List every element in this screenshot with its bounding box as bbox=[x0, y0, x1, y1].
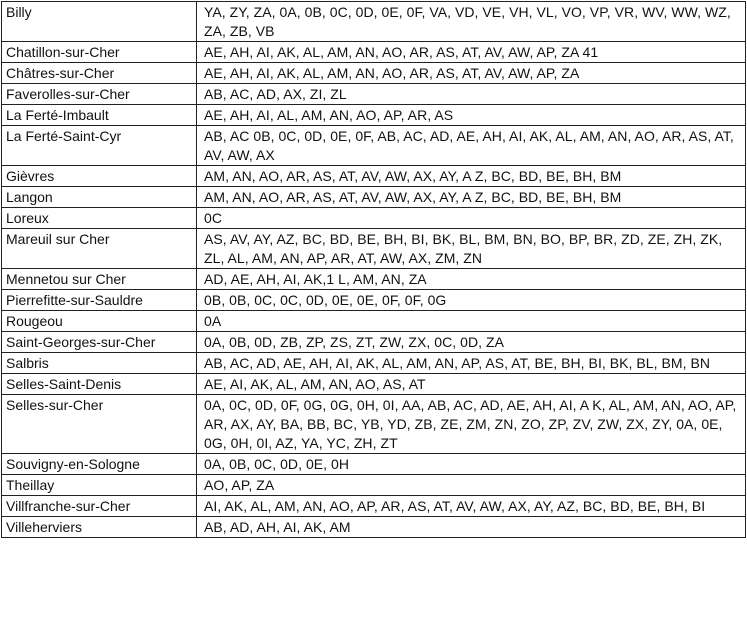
table-row bbox=[2, 105, 746, 126]
commune-cell: Mennetou sur Cher bbox=[2, 269, 197, 290]
table-row bbox=[2, 269, 746, 290]
table-row bbox=[2, 311, 746, 332]
table-row bbox=[2, 2, 746, 42]
table-row bbox=[2, 126, 746, 166]
sections-cell: AD, AE, AH, AI, AK,1 L, AM, AN, ZA bbox=[197, 269, 746, 290]
table-row bbox=[2, 332, 746, 353]
sections-cell: AE, AI, AK, AL, AM, AN, AO, AS, AT bbox=[197, 374, 746, 395]
table-row bbox=[2, 63, 746, 84]
sections-cell: 0A bbox=[197, 311, 746, 332]
table-row bbox=[2, 290, 746, 311]
sections-cell: 0A, 0B, 0D, ZB, ZP, ZS, ZT, ZW, ZX, 0C, 0D, ZA bbox=[197, 332, 746, 353]
table-row bbox=[2, 208, 746, 229]
table-row bbox=[2, 187, 746, 208]
sections-cell: AE, AH, AI, AK, AL, AM, AN, AO, AR, AS, AT, AV, AW, AP, ZA bbox=[197, 63, 746, 84]
sections-cell: 0A, 0C, 0D, 0F, 0G, 0G, 0H, 0I, AA, AB, AC, AD, AE, AH, AI, A K, AL, AM, AN, AO, AP, AR, AX, AY, BA, BB, BC, YB, YD, ZB, ZE, ZM, ZN, ZO, ZP, ZV, ZW, ZX, ZY, 0A, 0E, 0G, 0H, 0I, AZ, YA, YC, ZH, ZT bbox=[197, 395, 746, 454]
sections-cell: AS, AV, AY, AZ, BC, BD, BE, BH, BI, BK, BL, BM, BN, BO, BP, BR, ZD, ZE, ZH, ZK, ZL, AL, AM, AN, AP, AR, AT, AW, AX, ZM, ZN bbox=[197, 229, 746, 269]
sections-cell: AO, AP, ZA bbox=[197, 475, 746, 496]
table-row bbox=[2, 395, 746, 454]
sections-cell: AE, AH, AI, AL, AM, AN, AO, AP, AR, AS bbox=[197, 105, 746, 126]
sections-cell: AM, AN, AO, AR, AS, AT, AV, AW, AX, AY, A Z, BC, BD, BE, BH, BM bbox=[197, 166, 746, 187]
commune-cell: Rougeou bbox=[2, 311, 197, 332]
commune-cell: Gièvres bbox=[2, 166, 197, 187]
commune-cell: Theillay bbox=[2, 475, 197, 496]
commune-cell: Châtres-sur-Cher bbox=[2, 63, 197, 84]
commune-cell: Faverolles-sur-Cher bbox=[2, 84, 197, 105]
commune-cell: La Ferté-Imbault bbox=[2, 105, 197, 126]
commune-cell: Selles-sur-Cher bbox=[2, 395, 197, 454]
commune-cell: Chatillon-sur-Cher bbox=[2, 42, 197, 63]
commune-cell: Villeherviers bbox=[2, 517, 197, 538]
table-row bbox=[2, 229, 746, 269]
table-row bbox=[2, 353, 746, 374]
sections-cell: AB, AD, AH, AI, AK, AM bbox=[197, 517, 746, 538]
table-body bbox=[2, 2, 746, 538]
sections-cell: 0C bbox=[197, 208, 746, 229]
table-row bbox=[2, 454, 746, 475]
table-row bbox=[2, 517, 746, 538]
sections-cell: AM, AN, AO, AR, AS, AT, AV, AW, AX, AY, A Z, BC, BD, BE, BH, BM bbox=[197, 187, 746, 208]
table-row bbox=[2, 374, 746, 395]
commune-cell: Villfranche-sur-Cher bbox=[2, 496, 197, 517]
commune-cell: Loreux bbox=[2, 208, 197, 229]
commune-cell: Salbris bbox=[2, 353, 197, 374]
sections-cell: AI, AK, AL, AM, AN, AO, AP, AR, AS, AT, AV, AW, AX, AY, AZ, BC, BD, BE, BH, BI bbox=[197, 496, 746, 517]
sections-cell: AE, AH, AI, AK, AL, AM, AN, AO, AR, AS, AT, AV, AW, AP, ZA 41 bbox=[197, 42, 746, 63]
sections-cell: AB, AC, AD, AE, AH, AI, AK, AL, AM, AN, AP, AS, AT, BE, BH, BI, BK, BL, BM, BN bbox=[197, 353, 746, 374]
table-row bbox=[2, 42, 746, 63]
commune-cell: Selles-Saint-Denis bbox=[2, 374, 197, 395]
commune-cell: Billy bbox=[2, 2, 197, 42]
commune-cell: Souvigny-en-Sologne bbox=[2, 454, 197, 475]
communes-sections-table bbox=[1, 1, 746, 538]
commune-cell: La Ferté-Saint-Cyr bbox=[2, 126, 197, 166]
sections-cell: AB, AC 0B, 0C, 0D, 0E, 0F, AB, AC, AD, AE, AH, AI, AK, AL, AM, AN, AO, AR, AS, AT, AV, AW, AX bbox=[197, 126, 746, 166]
table-row bbox=[2, 496, 746, 517]
commune-cell: Pierrefitte-sur-Sauldre bbox=[2, 290, 197, 311]
commune-cell: Langon bbox=[2, 187, 197, 208]
table-row bbox=[2, 166, 746, 187]
sections-cell: YA, ZY, ZA, 0A, 0B, 0C, 0D, 0E, 0F, VA, VD, VE, VH, VL, VO, VP, VR, WV, WW, WZ, ZA, ZB, VB bbox=[197, 2, 746, 42]
table-row bbox=[2, 475, 746, 496]
sections-cell: 0B, 0B, 0C, 0C, 0D, 0E, 0E, 0F, 0F, 0G bbox=[197, 290, 746, 311]
commune-cell: Saint-Georges-sur-Cher bbox=[2, 332, 197, 353]
sections-cell: AB, AC, AD, AX, ZI, ZL bbox=[197, 84, 746, 105]
sections-cell: 0A, 0B, 0C, 0D, 0E, 0H bbox=[197, 454, 746, 475]
commune-cell: Mareuil sur Cher bbox=[2, 229, 197, 269]
table-row bbox=[2, 84, 746, 105]
